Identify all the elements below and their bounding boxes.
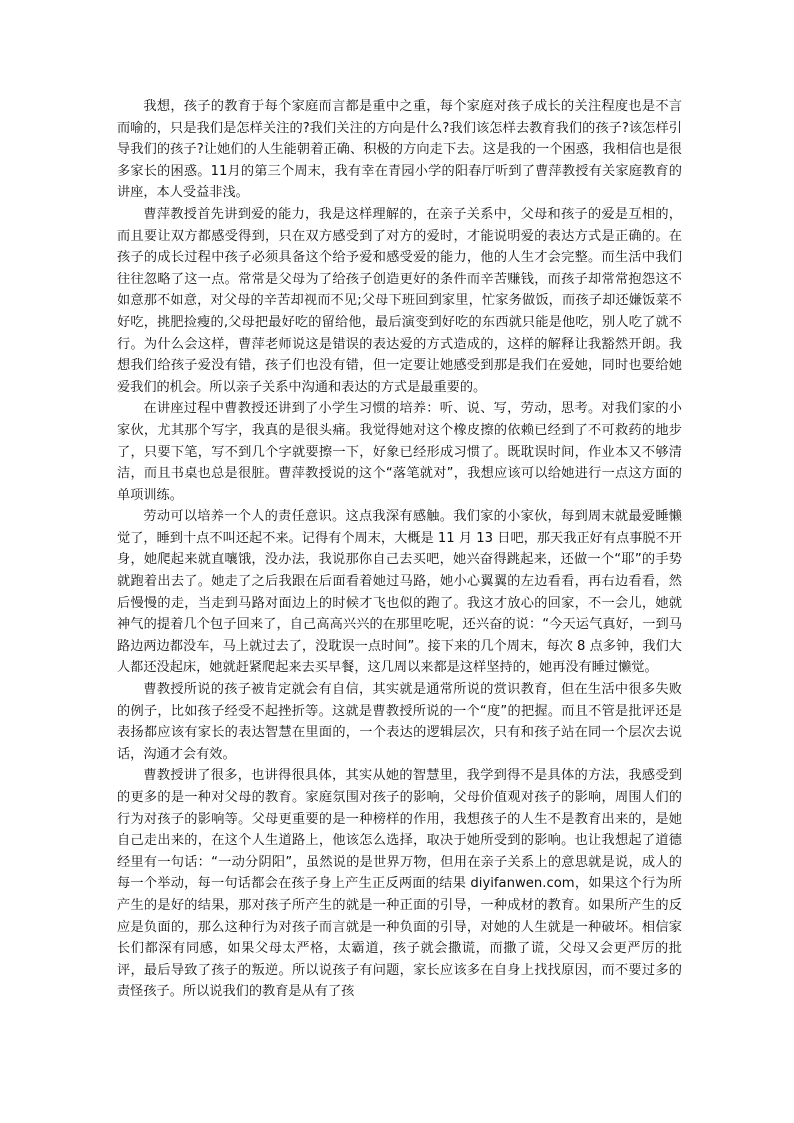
paragraph-1: 我想，孩子的教育于每个家庭而言都是重中之重，每个家庭对孩子成长的关注程度也是不言而喻的，只是我们是怎样关注的?我们关注的方向是什么?我们该怎样去教育我们的孩子?该怎样引导我们的孩子?让她们的人生能朝着正确、积极的方向走下去。这是我的一个困惑，我相信也是很多家长的困惑。11月的第三个周末，我有幸在青园小学的阳春厅听到了曹萍教授有关家庭教育的讲座，本人受益非浅。: [117, 99, 682, 201]
paragraph-3: 在讲座过程中曹教授还讲到了小学生习惯的培养：听、说、写，劳动，思考。对我们家的小家伙，尤其那个写字，我真的是很头痛。我觉得她对这个橡皮擦的依赖已经到了不可救药的地步了，只要下笔，写不到几个字就要擦一下，好象已经形成习惯了。既耽误时间，作业本又不够清洁，而且书桌也总是很脏。曹萍教授说的这个“落笔就对”，我想应该可以给她进行一点这方面的单项训练。: [117, 401, 682, 503]
paragraph-5: 曹教授所说的孩子被肯定就会有自信，其实就是通常所说的赏识教育，但在生活中很多失败的例子，比如孩子经受不起挫折等。这就是曹教授所说的一个“度”的把握。而且不管是批评还是表扬都应该有家长的表达智慧在里面的，一个表达的逻辑层次，只有和孩子站在同一个层次去说话，沟通才会有效。: [117, 682, 682, 762]
paragraph-6: 曹教授讲了很多，也讲得很具体，其实从她的智慧里，我学到得不是具体的方法，我感受到的更多的是一种对父母的教育。家庭氛围对孩子的影响，父母价值观对孩子的影响，周围人们的行为对孩子的影响等。父母更重要的是一种榜样的作用，我想孩子的人生不是教育出来的，是她自己走出来的，在这个人生道路上，他该怎么选择，取决于她所受到的影响。也让我想起了道德经里有一句话：“一动分阴阳”，虽然说的是世界万物，但用在亲子关系上的意思就是说，成人的每一个举动，每一句话都会在孩子身上产生正反两面的结果 diyifanwen.com，如果这个行为所产生的是好的结果，那对孩子所产生的就是一种正面的引导，一种成材的教育。如果所产生的反应是负面的，那么这种行为对孩子而言就是一种负面的引导，对她的人生就是一种破坏。相信家长们都深有同感，如果父母太严格，太霸道，孩子就会撒谎，而撒了谎，父母又会更严厉的批评，最后导致了孩子的叛逆。所以说孩子有问题，家长应该多在自身上找找原因，而不要过多的责怪孩子。所以说我们的教育是从有了孩: [117, 768, 682, 1000]
paragraph-4: 劳动可以培养一个人的责任意识。这点我深有感触。我们家的小家伙，每到周末就最爱睡懒觉了，睡到十点不叫还起不来。记得有个周末，大概是 11 月 13 日吧，那天我正好有点事脱不开身，她爬起来就直嚷饿，没办法，我说那你自己去买吧，她兴奋得跳起来，还做一个“耶”的手势就跑着出去了。她走了之后我跟在后面看着她过马路，她小心翼翼的左边看看，再右边看看，然后慢慢的走，当走到马路对面边上的时候才飞也似的跑了。我这才放心的回家，不一会儿，她就神气的提着几个包子回来了，自己高高兴兴的在那里吃呢，还兴奋的说：“今天运气真好，一到马路边两边都没车，马上就过去了，没耽误一点时间”。接下来的几个周末，每次 8 点多钟，我们大人都还没起床，她就赶紧爬起来去买早餐，这几周以来都是这样坚持的，她再没有睡过懒觉。: [117, 509, 682, 676]
paragraph-2: 曹萍教授首先讲到爱的能力，我是这样理解的，在亲子关系中，父母和孩子的爱是互相的，而且要让双方都感受得到，只在双方感受到了对方的爱时，才能说明爱的表达方式是正确的。在孩子的成长过程中孩子必须具备这个给予爱和感受爱的能力，他的人生才会完整。而生活中我们往往忽略了这一点。常常是父母为了给孩子创造更好的条件而辛苦赚钱，而孩子却常常抱怨这不如意那不如意，对父母的辛苦却视而不见;父母下班回到家里，忙家务做饭，而孩子却还嫌饭菜不好吃，挑肥捡瘦的,父母把最好吃的留给他，最后演变到好吃的东西就只能是他吃，别人吃了就不行。为什么会这样，曹萍老师说这是错误的表达爱的方式造成的，这样的解释让我豁然开朗。我想我们给孩子爱没有错，孩子们也没有错，但一定要让她感受到那是我们在爱她，同时也要给她爱我们的机会。所以亲子关系中沟通和表达的方式是最重要的。: [117, 206, 682, 395]
document-body: [117, 96, 682, 1003]
